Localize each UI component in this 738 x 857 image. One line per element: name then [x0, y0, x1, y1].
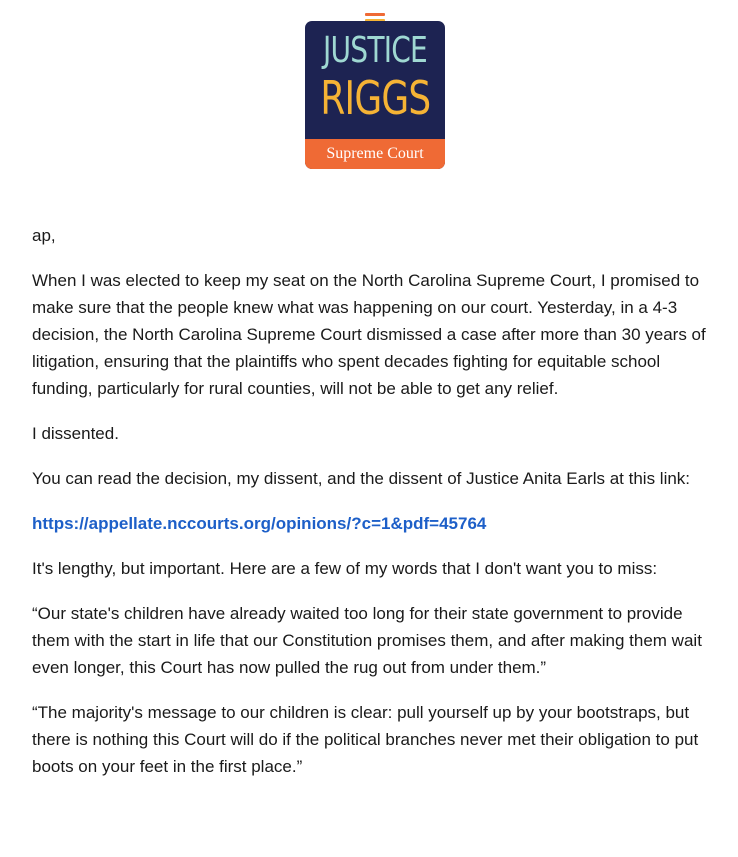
logo-line-justice: JUSTICE [323, 30, 427, 71]
opinion-link[interactable]: https://appellate.nccourts.org/opinions/?c=1&pdf=45764 [32, 514, 487, 533]
logo-line-riggs: RIGGS [320, 71, 431, 125]
logo-accent-orange [365, 13, 385, 16]
paragraph-dissented: I dissented. [32, 424, 119, 443]
greeting: ap, [32, 226, 56, 245]
paragraph-lengthy: It's lengthy, but important. Here are a few of my words that I don't want you to miss: [32, 559, 658, 578]
email-body [32, 222, 712, 798]
logo-band-supreme-court: Supreme Court [305, 139, 445, 169]
quote-children: “Our state's children have already waited too long for their state government to provide them with the start in life that our Constitution promises them, and after making them wait even longer, this Court has now pulled the rug out from under them.” [32, 604, 702, 677]
justice-riggs-logo[interactable] [305, 13, 445, 169]
quote-bootstraps: “The majority's message to our children is clear: pull yourself up by your bootstraps, but there is nothing this Court will do if the political branches never met their obligation to put boots on your feet in the first place.” [32, 703, 699, 776]
link-paragraph [32, 510, 712, 537]
logo-box [305, 21, 445, 169]
paragraph-election: When I was elected to keep my seat on the North Carolina Supreme Court, I promised to make sure that the people knew what was happening on our court. Yesterday, in a 4-3 decision, the North Carolina Supreme Court dismissed a case after more than 30 years of litigation, ensuring that the plaintiffs who spent decades fighting for equitable school funding, particularly for rural counties, will not be able to get any relief. [32, 271, 706, 398]
paragraph-read-decision: You can read the decision, my dissent, and the dissent of Justice Anita Earls at this link: [32, 469, 691, 488]
